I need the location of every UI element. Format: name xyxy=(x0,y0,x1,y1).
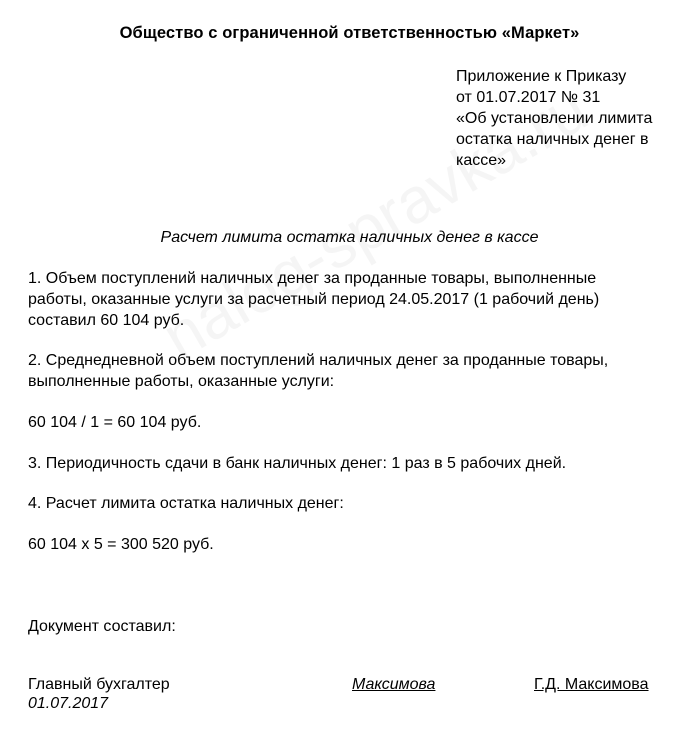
item-1-line: 1. Объем поступлений наличных денег за проданные товары, выполненные xyxy=(28,270,597,287)
appendix-reference xyxy=(456,66,696,171)
signature-date: 01.07.2017 xyxy=(28,695,109,712)
appendix-line: от 01.07.2017 № 31 xyxy=(456,89,601,106)
organization-name: Общество с ограниченной ответственностью «Маркет» xyxy=(119,24,580,42)
formula-average-text: 60 104 / 1 = 60 104 руб. xyxy=(28,414,202,431)
item-4-limit xyxy=(28,493,688,514)
item-1-revenue xyxy=(28,268,688,331)
signature-row xyxy=(28,676,668,698)
item-2-line: 2. Среднедневной объем поступлений наличных денег за проданные товары, xyxy=(28,352,609,369)
compiled-by xyxy=(28,616,688,637)
compiled-by-text: Документ составил: xyxy=(28,618,176,635)
signer-name: Г.Д. Максимова xyxy=(534,676,649,693)
item-3-frequency xyxy=(28,453,688,474)
item-1-line: работы, оказанные услуги за расчетный период 24.05.2017 (1 рабочий день) xyxy=(28,291,600,308)
formula-limit xyxy=(28,534,688,555)
appendix-line: Приложение к Приказу xyxy=(456,68,627,85)
item-2-average-daily xyxy=(28,350,688,392)
item-1-line: составил 60 104 руб. xyxy=(28,312,185,329)
document-title: Расчет лимита остатка наличных денег в кассе xyxy=(160,229,539,246)
appendix-line: кассе» xyxy=(456,152,507,169)
formula-limit-text: 60 104 х 5 = 300 520 руб. xyxy=(28,536,214,553)
item-4-text: 4. Расчет лимита остатка наличных денег: xyxy=(28,495,344,512)
handwritten-signature: Максимова xyxy=(352,676,436,693)
item-3-text: 3. Периодичность сдачи в банк наличных денег: 1 раз в 5 рабочих дней. xyxy=(28,455,567,472)
appendix-line: «Об установлении лимита xyxy=(456,110,653,127)
formula-average xyxy=(28,412,688,433)
signer-position: Главный бухгалтер xyxy=(28,676,170,693)
appendix-line: остатка наличных денег в xyxy=(456,131,649,148)
item-2-line: выполненные работы, оказанные услуги: xyxy=(28,373,335,390)
